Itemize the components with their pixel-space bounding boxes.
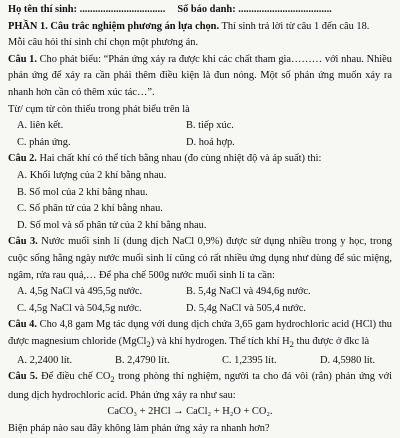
question-1-prompt: Từ/ cụm từ còn thiếu trong phát biểu trên là bbox=[8, 103, 190, 115]
question-text: Cho phát biểu: “Phản ứng xảy ra được khi các chất tham gia……… với nhau. Nhiều phản ứng để xảy ra cần phải thêm điều kiện là đun nóng. Một số phản ứng muốn xảy ra nhanh hơn cần có thêm xúc tác…”. bbox=[8, 53, 392, 98]
question-number: Câu 1. bbox=[8, 53, 37, 65]
option-c[interactable]: C. Số phân tử của 2 khí bằng nhau. bbox=[17, 203, 163, 215]
option-d[interactable]: D. hoá hợp. bbox=[186, 136, 235, 148]
option-d[interactable]: D. 4,5980 lít. bbox=[320, 354, 376, 366]
option-b[interactable]: B. tiếp xúc. bbox=[186, 120, 234, 132]
question-1-options bbox=[8, 118, 392, 151]
part1-title: PHẦN 1. Câu trắc nghiệm phương án lựa chọn. bbox=[8, 20, 220, 32]
question-2 bbox=[8, 151, 392, 168]
question-text-part-c: thu được ở đkc là bbox=[293, 335, 370, 347]
question-1 bbox=[8, 52, 392, 102]
question-text-part-a: Để điều chế CO bbox=[37, 371, 111, 383]
question-text-part-b: ) và khí hydrogen. Thể tích khí H bbox=[150, 335, 290, 347]
question-text: Hai chất khí có thể tích bằng nhau (đo cùng nhiệt độ và áp suất) thì: bbox=[36, 153, 322, 165]
question-number: Câu 2. bbox=[8, 153, 37, 165]
question-3 bbox=[8, 234, 392, 284]
question-number: Câu 4. bbox=[8, 319, 37, 331]
option-c[interactable]: C. phản ứng. bbox=[17, 136, 71, 148]
question-4 bbox=[8, 317, 392, 352]
subscript: 2 bbox=[146, 338, 151, 349]
question-3-options bbox=[8, 284, 392, 317]
question-4-options bbox=[8, 353, 392, 370]
question-5 bbox=[8, 369, 392, 404]
option-b[interactable]: B. Số mol của 2 khí bằng nhau. bbox=[17, 186, 148, 198]
subscript: 2 bbox=[110, 374, 115, 385]
option-b[interactable]: B. 2,4790 lít. bbox=[115, 354, 170, 366]
exam-header bbox=[8, 2, 392, 19]
part1-intro-line2: Mỗi câu hỏi thí sinh chỉ chọn một phương án. bbox=[8, 37, 199, 49]
option-d[interactable]: D. 5,4g NaCl và 505,4 nước. bbox=[186, 302, 306, 314]
question-text: Nước muối sinh lí (dung dịch NaCl 0,9%) được sử dụng nhiều trong y học, trong cuộc sống hằng ngày nước muối sinh lí cũng có rất nhiều ứng dụng như dùng để súc miệng, ngâm, rửa rau quả,… Để pha chế 500g nước muối sinh lí ta cần: bbox=[8, 236, 392, 281]
option-a[interactable]: A. Khối lượng của 2 khí bằng nhau. bbox=[17, 169, 167, 181]
chemical-equation: CaCO₃ + 2HCl → CaCl₂ + H₂O + CO₂. bbox=[107, 406, 273, 418]
option-c[interactable]: C. 1,2395 lít. bbox=[222, 354, 277, 366]
part1-intro bbox=[8, 19, 392, 36]
student-id-field: Số báo danh: .................................... bbox=[177, 4, 332, 15]
question-text-part-b: trong phòng thí nghiệm, người ta cho đá vôi (rắn) phản ứng với dung dịch hydrochloric acid. Phản ứng xảy ra như sau: bbox=[8, 371, 393, 401]
option-a[interactable]: A. 2,2400 lít. bbox=[17, 354, 73, 366]
subscript: 2 bbox=[289, 338, 294, 349]
question-number: Câu 3. bbox=[8, 236, 38, 248]
option-b[interactable]: B. 5,4g NaCl và 494,6g nước. bbox=[186, 286, 311, 298]
option-c[interactable]: C. 4,5g NaCl và 504,5g nước. bbox=[17, 302, 142, 314]
question-text-part-a: Cho 4,8 gam Mg tác dụng với dung dịch chứa 3,65 gam hydrochloric acid (HCl) thu được magnesium chloride (MgCl bbox=[8, 319, 393, 347]
question-number: Câu 5. bbox=[8, 371, 38, 383]
part1-intro-text: Thí sinh trả lời từ câu 1 đến câu 18. bbox=[219, 20, 370, 32]
question-5-prompt: Biện pháp nào sau đây không làm phản ứng xảy ra nhanh hơn? bbox=[8, 423, 270, 434]
option-a[interactable]: A. liên kết. bbox=[17, 120, 64, 132]
option-a[interactable]: A. 4,5g NaCl và 495,5g nước. bbox=[17, 286, 143, 298]
option-d[interactable]: D. Số mol và số phân tử của 2 khí bằng nhau. bbox=[17, 219, 207, 231]
student-name-field: Họ tên thí sinh: ................................. bbox=[8, 4, 166, 15]
